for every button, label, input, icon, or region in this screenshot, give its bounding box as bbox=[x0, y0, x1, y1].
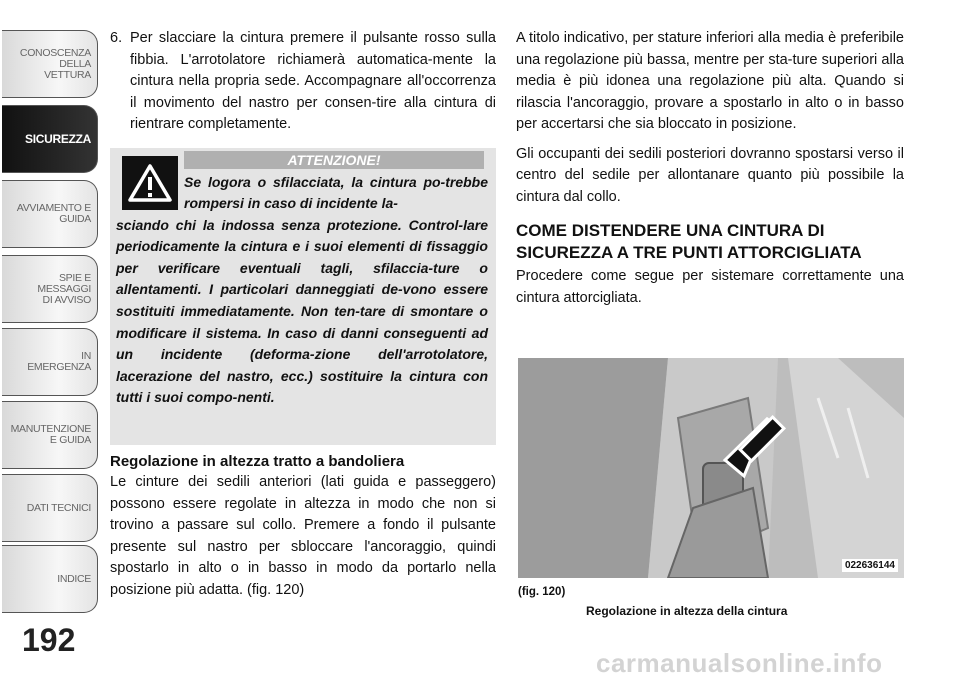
warning-text-first: Se logora o sfilacciata, la cintura po-trebbe rompersi in caso di incidente la- bbox=[184, 173, 488, 212]
tab-label: SICUREZZA bbox=[25, 131, 91, 146]
tab-emergenza[interactable] bbox=[2, 328, 98, 396]
warning-title: ATTENZIONE! bbox=[184, 151, 484, 169]
list-text: Per slacciare la cintura premere il pulsante rosso sulla fibbia. L'arrotolatore richiamerà automatica-mente la cintura nella propria sede. Accompagnare all'occorrenza il movimento del nastro per consen-tire alla cintura di rientrare completamente. bbox=[130, 30, 496, 132]
list-number: 6. bbox=[110, 30, 123, 46]
right-column bbox=[516, 28, 904, 309]
tab-label: AVVIAMENTO E GUIDA bbox=[16, 202, 91, 225]
tab-label: DATI TECNICI bbox=[26, 501, 91, 514]
watermark: carmanualsonline.info bbox=[596, 648, 883, 678]
warning-text bbox=[110, 172, 488, 410]
figure-label: (fig. 120) bbox=[518, 586, 566, 598]
tab-label: MANUTENZIONE E GUIDA bbox=[10, 423, 91, 446]
paragraph: Procedere come segue per sistemare correttamente una cintura attorcigliata. bbox=[516, 268, 904, 306]
tab-label: CONOSCENZA DELLA VETTURA bbox=[19, 46, 91, 81]
chapter-tabs bbox=[0, 0, 100, 610]
page-number: 192 bbox=[22, 622, 76, 658]
tab-manutenzione[interactable] bbox=[2, 401, 98, 469]
list-item bbox=[110, 28, 496, 136]
tab-indice[interactable] bbox=[2, 545, 98, 613]
paragraph: Gli occupanti dei sedili posteriori dovranno spostarsi verso il centro del sedile per allontanare quanto più possibile la cintura dal collo. bbox=[516, 145, 904, 205]
tab-spie[interactable] bbox=[2, 255, 98, 323]
tab-label: INDICE bbox=[57, 572, 91, 585]
figure-image bbox=[518, 358, 904, 578]
subheading: Regolazione in altezza tratto a bandoliera bbox=[110, 452, 405, 470]
tab-conoscenza[interactable] bbox=[2, 30, 98, 98]
tab-sicurezza[interactable] bbox=[2, 105, 98, 173]
tab-label: SPIE E MESSAGGI DI AVVISO bbox=[37, 271, 91, 306]
left-column bbox=[110, 28, 496, 601]
figure-caption: Regolazione in altezza della cintura bbox=[586, 604, 788, 618]
seatbelt-illustration bbox=[518, 358, 904, 578]
tab-avviamento[interactable] bbox=[2, 180, 98, 248]
warning-box bbox=[110, 148, 496, 445]
warning-text-rest: sciando chi la indossa senza protezione. Control-lare periodicamente la cintura e i suoi elementi di fissaggio per verificare eventuali tagli, sfilaccia-ture o allentamenti. I particolari danneggiati de-vono essere sostituiti immediatamente. Non ten-tare di smontare o modificare il sistema. In caso di danni conseguenti ad un incidente (deforma-zione dell'arrotolatore, lacerazione del nastro, ecc.) sostituire la cintura con tutti i suoi compo-nenti. bbox=[116, 216, 488, 406]
tab-dati-tecnici[interactable] bbox=[2, 474, 98, 542]
paragraph: A titolo indicativo, per stature inferiori alla media è preferibile una regolazione più bassa, mentre per sta-ture superiori alla media è più idonea una regolazione più alta. Quando si rilascia l'ancoraggio, provare a spostarlo in alto o in basso per accertarsi che sia bloccato in posizione. bbox=[516, 30, 904, 132]
figure-code: 022636144 bbox=[842, 559, 898, 572]
paragraph: Le cinture dei sedili anteriori (lati guida e passeggero) possono essere regolate in altezza in modo che non si trovino a passare sul collo. Premere a fondo il pulsante presente sul nastro per sbloccare l'ancoraggio, quindi spostarlo in alto o in basso in modo da portarlo nella posizione più adatta. (fig. 120) bbox=[110, 474, 496, 598]
tab-label: IN EMERGENZA bbox=[27, 350, 91, 373]
section-heading: COME DISTENDERE UNA CINTURA DI SICUREZZA A TRE PUNTI ATTORCIGLIATA bbox=[516, 221, 862, 262]
